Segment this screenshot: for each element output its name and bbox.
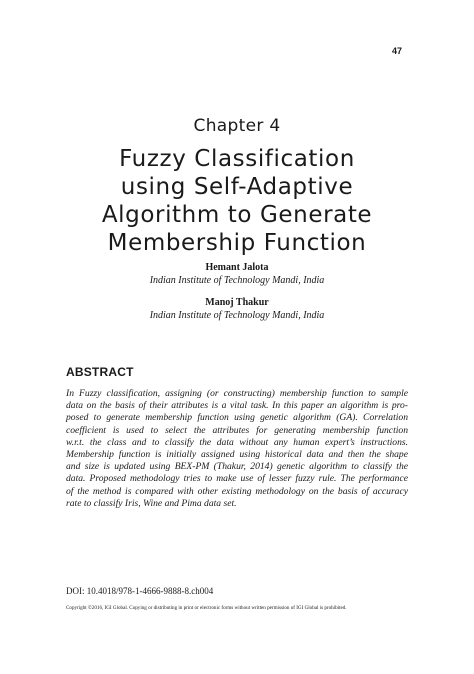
chapter-title-line: Fuzzy Classification — [119, 146, 355, 172]
abstract-line: and size is updated using BEX-PM (Thakur, 2014) genetic algorithm to classify the — [66, 461, 408, 473]
abstract-body — [66, 388, 408, 510]
author-name: Hemant Jalota — [205, 262, 269, 273]
chapter-title-line: Algorithm to Generate — [101, 202, 373, 228]
abstract-line: data on the basis of their attributes is a vital task. In this paper an algorithm is pro- — [66, 400, 408, 412]
abstract-line: Membership function is initially assigned using historical data and then the shape — [66, 449, 408, 461]
chapter-label: Chapter 4 — [193, 116, 281, 136]
doi: DOI: 10.4018/978-1-4666-9888-8.ch004 — [66, 586, 214, 596]
author-affiliation: Indian Institute of Technology Mandi, India — [149, 275, 325, 286]
chapter-title-line: Membership Function — [107, 230, 367, 256]
abstract-line: coefficient is used to select the attributes for generating membership function — [66, 424, 408, 436]
copyright-notice: Copyright ©2016, IGI Global. Copying or distributing in print or electronic forms without written permission of IGI Global is prohibited. — [66, 605, 347, 611]
abstract-line: posed to generate membership function using genetic algorithm (GA). Correlation — [66, 412, 408, 424]
abstract-line: of the method is compared with other existing methodology on the basis of accuracy — [66, 485, 408, 497]
page-number: 47 — [391, 46, 402, 56]
chapter-title — [0, 145, 474, 257]
abstract-line: w.r.t. the class and to classify the data without any human expert’s instructions. — [66, 436, 408, 448]
abstract-line: In Fuzzy classification, assigning (or constructing) membership function to sample — [66, 388, 408, 399]
abstract-line: data. Proposed methodology tries to make use of lesser fuzzy rule. The performance — [66, 473, 408, 485]
author-name: Manoj Thakur — [205, 297, 269, 308]
author-affiliation: Indian Institute of Technology Mandi, India — [149, 310, 325, 321]
abstract-line: rate to classify Iris, Wine and Pima data set. — [66, 497, 237, 509]
chapter-title-line: using Self-Adaptive — [120, 174, 354, 200]
abstract-heading: ABSTRACT — [66, 365, 134, 379]
